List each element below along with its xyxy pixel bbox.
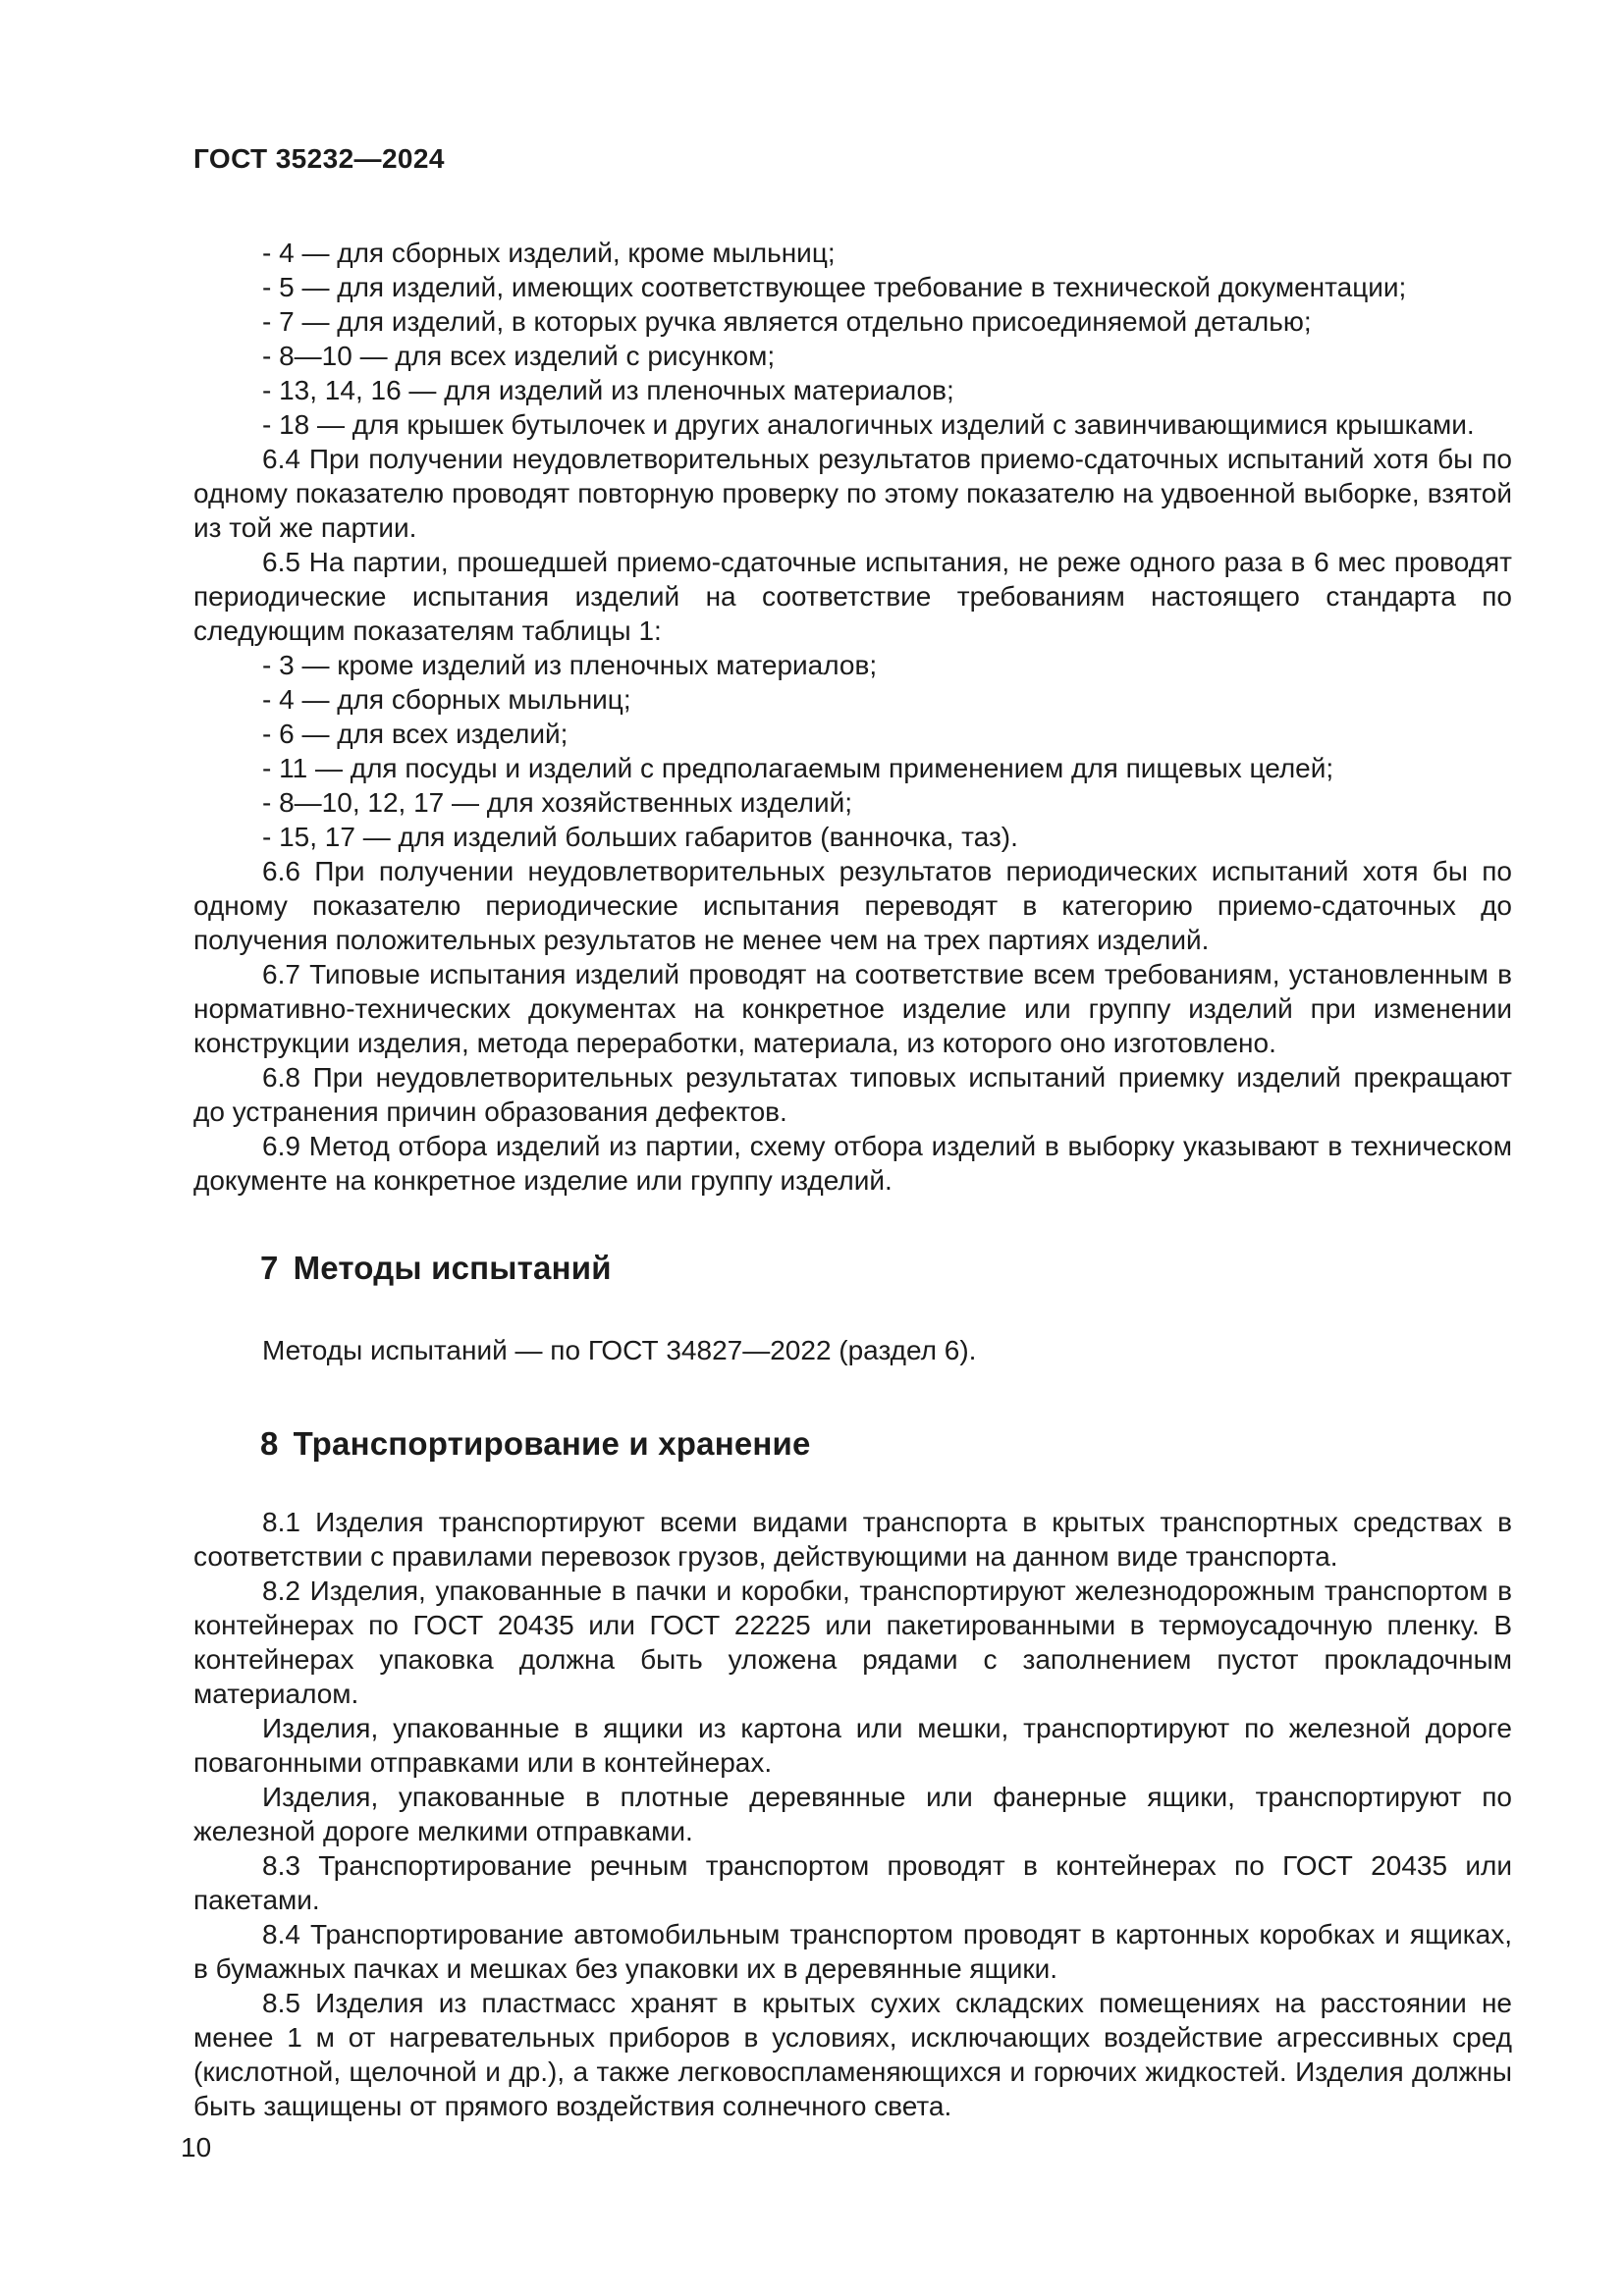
section-number: 8 [260,1425,279,1462]
paragraph-7: Методы испытаний — по ГОСТ 34827—2022 (раздел 6). [262,1335,977,1365]
page-number: 10 [181,2132,212,2163]
paragraph-8-1: 8.1 Изделия транспортируют всеми видами транспорта в крытых транспортных средствах в соответствии с правилами перевозок грузов, действующими на данном виде транспорта. [193,1507,1512,1572]
list-item: - 13, 14, 16 — для изделий из пленочных материалов; [262,375,954,405]
acceptance-tests-list [193,236,1512,442]
list-item: - 4 — для сборных мыльниц; [262,684,631,715]
document-body [181,236,1512,2164]
list-item: - 8—10 — для всех изделий с рисунком; [262,341,776,371]
paragraph-6-4: 6.4 При получении неудовлетворительных результатов приемо-сдаточных испытаний хотя бы по одному показателю проводят повторную проверку по этому показателю на удвоенной выборке, взятой из той же партии. [193,444,1512,543]
paragraph-6-7: 6.7 Типовые испытания изделий проводят на соответствие всем требованиям, установленным в нормативно-технических документах на конкретное изделие или группу изделий при изменении конструкции изделия, метода переработки, материала, из которого оно изготовлено. [193,959,1512,1058]
section-title: Методы испытаний [293,1250,612,1286]
section-heading-7 [193,1247,1512,1290]
paragraph-6-5: 6.5 На партии, прошедшей приемо-сдаточные испытания, не реже одного раза в 6 мес проводят периодические испытания изделий на соответствие требованиям настоящего стандарта по следующим показателям таблицы 1: [193,547,1512,646]
list-item: - 4 — для сборных изделий, кроме мыльниц; [262,238,836,268]
section-title: Транспортирование и хранение [293,1425,811,1462]
paragraph-8-4: 8.4 Транспортирование автомобильным транспортом проводят в картонных коробках и ящиках, в бумажных пачках и мешках без упаковки их в деревянные ящики. [193,1919,1512,1984]
document-header: ГОСТ 35232—2024 [193,143,445,174]
paragraph-6-6: 6.6 При получении неудовлетворительных результатов периодических испытаний хотя бы по одному показателю периодические испытания переводят в категорию приемо-сдаточных до получения положительных результатов не менее чем на трех партиях изделий. [193,856,1512,955]
section-heading-8 [193,1422,1512,1466]
paragraph-8-2: 8.2 Изделия, упакованные в пачки и коробки, транспортируют железнодорожным транспортом в контейнерах по ГОСТ 20435 или ГОСТ 22225 или пакетированными в термоусадочную пленку. В контейнерах упаковка должна быть уложена рядами с заполнением пустот прокладочным материалом. [193,1575,1512,1709]
paragraph-8-3: 8.3 Транспортирование речным транспортом проводят в контейнерах по ГОСТ 20435 или пакетами. [193,1850,1512,1915]
periodic-tests-list [193,648,1512,854]
list-item: - 6 — для всех изделий; [262,719,568,749]
paragraph-6-8: 6.8 При неудовлетворительных результатах типовых испытаний приемку изделий прекращают до устранения причин образования дефектов. [193,1062,1512,1127]
list-item: - 15, 17 — для изделий больших габаритов (ванночка, таз). [262,822,1018,852]
list-item: - 7 — для изделий, в которых ручка является отдельно присоединяемой деталью; [262,306,1312,337]
paragraph-8-2-cont-1: Изделия, упакованные в ящики из картона или мешки, транспортируют по железной дороге повагонными отправками или в контейнерах. [193,1713,1512,1778]
paragraph-8-5: 8.5 Изделия из пластмасс хранят в крытых сухих складских помещениях на расстоянии не менее 1 м от нагревательных приборов в условиях, исключающих воздействие агрессивных сред (кислотной, щелочной и др.), а также легковоспламеняющихся и горючих жидкостей. Изделия должны быть защищены от прямого воздействия солнечного света. [193,1988,1512,2121]
list-item: - 8—10, 12, 17 — для хозяйственных изделий; [262,787,853,818]
list-item: - 3 — кроме изделий из пленочных материалов; [262,650,878,680]
paragraph-6-9: 6.9 Метод отбора изделий из партии, схему отбора изделий в выборку указывают в техническом документе на конкретное изделие или группу изделий. [193,1131,1512,1196]
paragraph-8-2-cont-2: Изделия, упакованные в плотные деревянные или фанерные ящики, транспортируют по железной дороге мелкими отправками. [193,1782,1512,1846]
list-item: - 18 — для крышек бутылочек и других аналогичных изделий с завинчивающимися крышками. [262,409,1475,440]
list-item: - 11 — для посуды и изделий с предполагаемым применением для пищевых целей; [262,753,1334,783]
list-item: - 5 — для изделий, имеющих соответствующее требование в технической документации; [262,272,1407,302]
section-number: 7 [260,1250,279,1286]
